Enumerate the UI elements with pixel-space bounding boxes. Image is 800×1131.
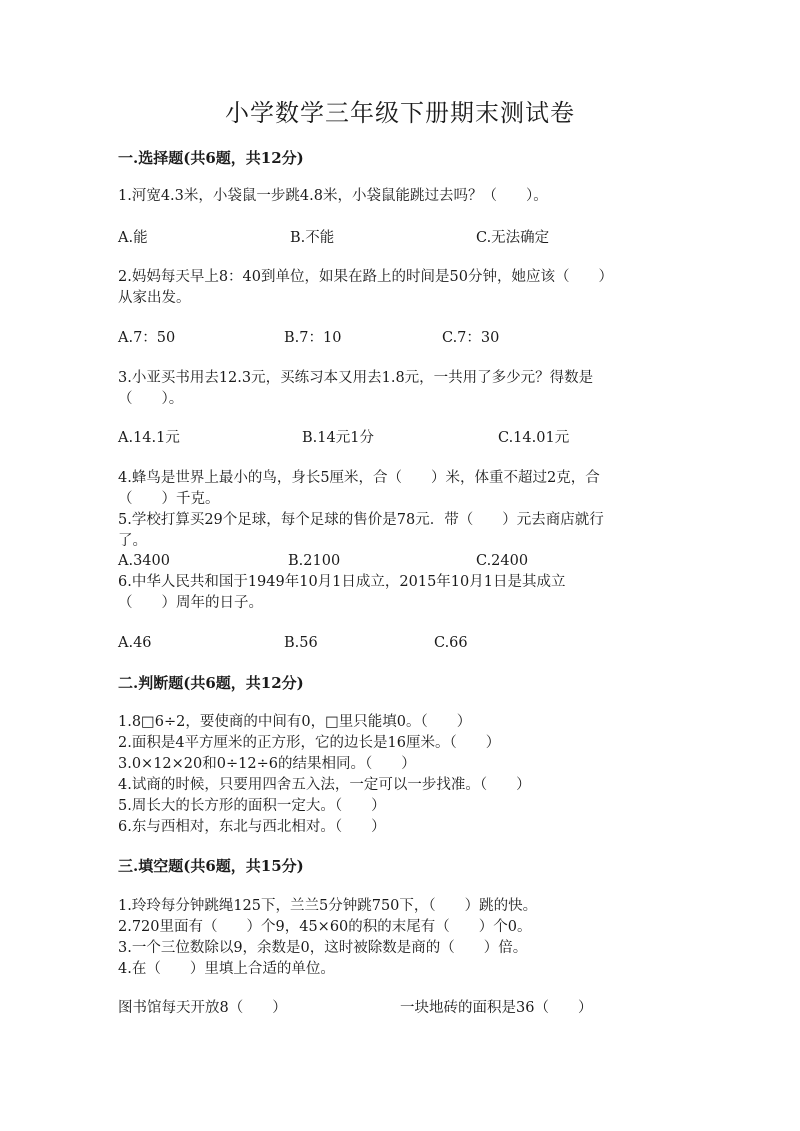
option-1-5-a: A.3400 [118, 553, 170, 569]
option-1-3-c: C.14.01元 [498, 430, 570, 446]
option-1-2-a: A.7：50 [118, 330, 176, 346]
question-1-5-cont: 了。 [118, 533, 147, 549]
question-1-4-cont: （ ）千克。 [118, 491, 220, 507]
judge-item-5: 5.周长大的长方形的面积一定大。（ ） [118, 798, 386, 814]
section-heading-fill: 三.填空题(共6题，共15分) [118, 857, 304, 875]
judge-item-3: 3.0×12×20和0÷12÷6的结果相同。（ ） [118, 756, 416, 772]
option-1-3-a: A.14.1元 [118, 430, 180, 446]
question-1-1: 1.河宽4.3米，小袋鼠一步跳4.8米，小袋鼠能跳过去吗？（ ）。 [118, 188, 548, 204]
section-heading-judge: 二.判断题(共6题，共12分) [118, 674, 304, 692]
fill-item-1: 1.玲玲每分钟跳绳125下，兰兰5分钟跳750下，（ ）跳的快。 [118, 898, 538, 914]
fill-item-3: 3.一个三位数除以9，余数是0，这时被除数是商的（ ）倍。 [118, 940, 528, 956]
judge-item-6: 6.东与西相对，东北与西北相对。（ ） [118, 819, 386, 835]
option-1-6-a: A.46 [118, 635, 152, 651]
section-heading-choice: 一.选择题(共6题，共12分) [118, 149, 304, 167]
option-1-6-c: C.66 [434, 635, 468, 651]
question-1-3-cont: （ ）。 [118, 391, 184, 407]
option-1-1-c: C.无法确定 [476, 230, 550, 246]
option-1-3-b: B.14元1分 [302, 430, 374, 446]
option-1-2-b: B.7：10 [284, 330, 342, 346]
judge-item-4: 4.试商的时候，只要用四舍五入法，一定可以一步找准。（ ） [118, 777, 531, 793]
question-1-6: 6.中华人民共和国于1949年10月1日成立，2015年10月1日是其成立 [118, 574, 566, 590]
page-title: 小学数学三年级下册期末测试卷 [225, 99, 575, 127]
question-1-3: 3.小亚买书用去12.3元，买练习本又用去1.8元，一共用了多少元？得数是 [118, 370, 594, 386]
fill-sub-item-1: 图书馆每天开放8（ ） [118, 1000, 287, 1016]
question-1-2-cont: 从家出发。 [118, 290, 191, 306]
option-1-2-c: C.7：30 [442, 330, 500, 346]
judge-item-1: 1.8□6÷2，要使商的中间有0，□里只能填0。（ ） [118, 714, 472, 730]
option-1-5-c: C.2400 [476, 553, 529, 569]
question-1-4: 4.蜂鸟是世界上最小的鸟，身长5厘米，合（ ）米，体重不超过2克，合 [118, 470, 600, 486]
option-1-1-a: A.能 [118, 230, 148, 246]
question-1-5: 5.学校打算买29个足球，每个足球的售价是78元．带（ ）元去商店就行 [118, 512, 604, 528]
question-1-2: 2.妈妈每天早上8：40到单位，如果在路上的时间是50分钟，她应该（ ） [118, 269, 613, 285]
option-1-1-b: B.不能 [290, 230, 335, 246]
fill-item-2: 2.720里面有（ ）个9，45×60的积的末尾有（ ）个0。 [118, 919, 532, 935]
question-1-6-cont: （ ）周年的日子。 [118, 595, 263, 611]
option-1-6-b: B.56 [284, 635, 318, 651]
fill-item-4: 4.在（ ）里填上合适的单位。 [118, 961, 335, 977]
fill-sub-item-2: 一块地砖的面积是36（ ） [400, 1000, 593, 1016]
option-1-5-b: B.2100 [288, 553, 341, 569]
judge-item-2: 2.面积是4平方厘米的正方形，它的边长是16厘米。（ ） [118, 735, 501, 751]
